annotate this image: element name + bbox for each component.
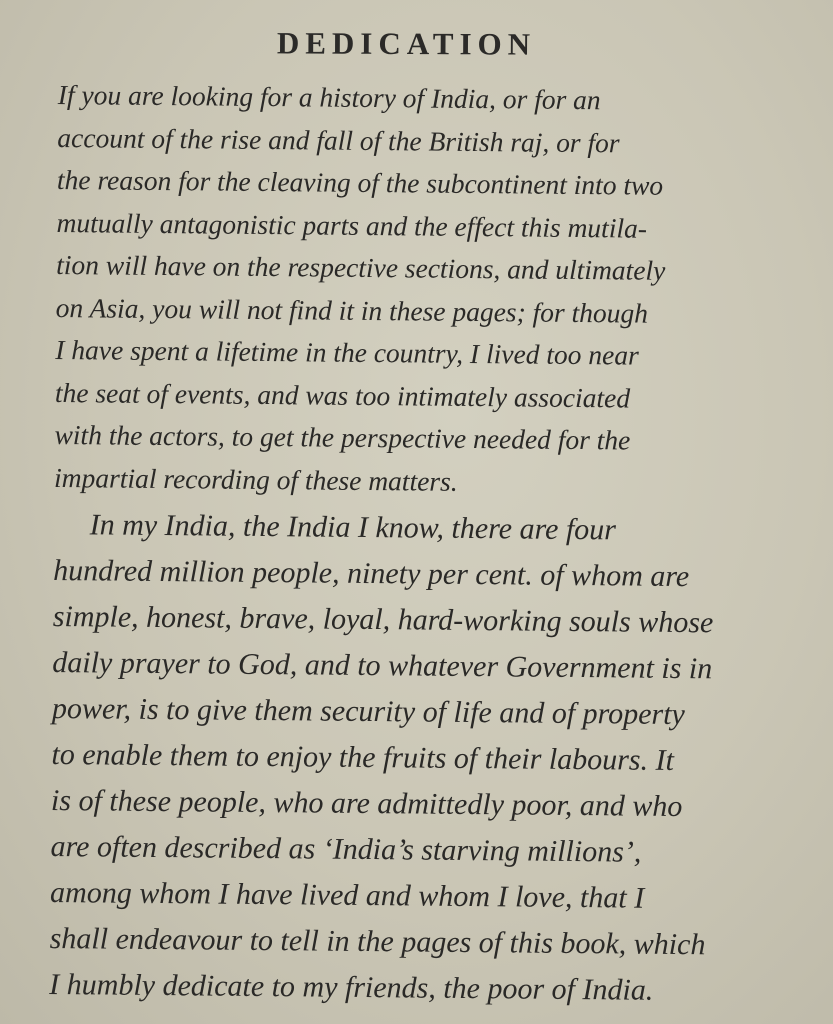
page-title: DEDICATION <box>276 25 537 62</box>
text-line: impartial recording of these matters. <box>53 461 458 497</box>
text-line: the seat of events, and was too intimately associated <box>54 376 631 414</box>
paragraph-2 <box>49 502 814 1015</box>
text-line: shall endeavour to tell in the pages of this book, which <box>49 921 706 962</box>
text-line: account of the rise and fall of the British raj, or for <box>57 121 620 158</box>
text-line: In my India, the India I know, there are four <box>89 508 617 547</box>
text-line: are often described as ‘India’s starving millions’, <box>50 829 642 869</box>
text-line: on Asia, you will not find it in these pages; for though <box>55 291 649 329</box>
text-line: mutually antagonistic parts and the effect this mutila- <box>56 206 648 244</box>
text-line: I have spent a lifetime in the country, I lived too near <box>55 333 639 371</box>
text-line: tion will have on the respective sections, and ultimately <box>56 248 666 286</box>
paragraph-1 <box>54 74 818 506</box>
text-line: among whom I have lived and whom I love, that I <box>49 875 645 915</box>
text-line: hundred million people, ninety per cent. of whom are <box>53 553 690 594</box>
text-line: the reason for the cleaving of the subcontinent into two <box>56 163 664 201</box>
text-line: power, is to give them security of life and of property <box>51 691 686 732</box>
text-line: I humbly dedicate to my friends, the poor of India. <box>49 967 654 1007</box>
text-line: with the actors, to get the perspective needed for the <box>54 418 631 456</box>
dedication-text <box>49 74 818 1015</box>
text-line: If you are looking for a history of India, or for an <box>57 78 601 116</box>
text-line: is of these people, who are admittedly poor, and who <box>50 783 683 824</box>
text-line: simple, honest, brave, loyal, hard-working souls whose <box>52 599 714 640</box>
text-line: daily prayer to God, and to whatever Government is in <box>52 645 713 686</box>
text-line: to enable them to enjoy the fruits of their labours. It <box>51 737 675 777</box>
